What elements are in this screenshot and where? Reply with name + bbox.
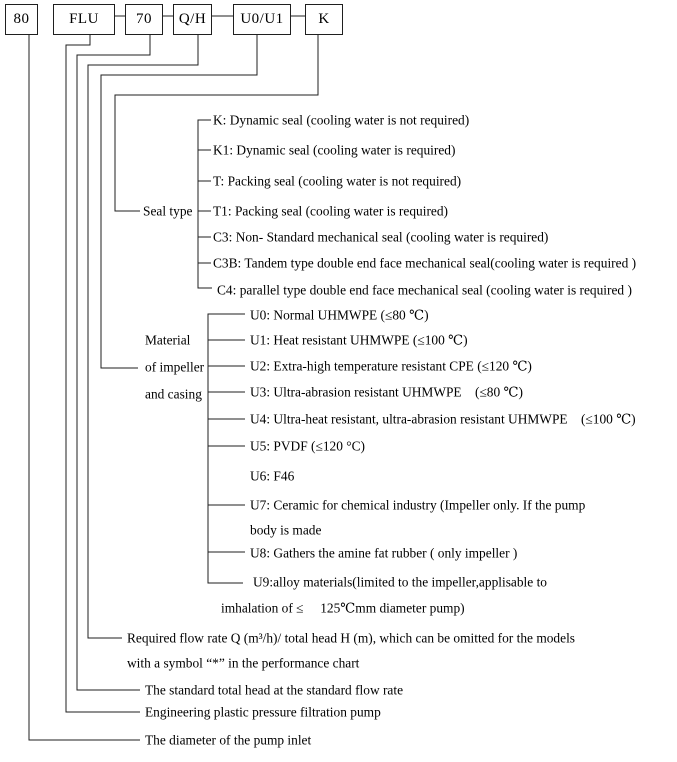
material-option-u2: U2: Extra-high temperature resistant CPE (≤120 ℃)	[250, 358, 532, 374]
model-box-label: FLU	[69, 11, 99, 27]
material-option-u3: U3: Ultra-abrasion resistant UHMWPE (≤80 ℃)	[250, 384, 523, 400]
material-option-u1: U1: Heat resistant UHMWPE (≤100 ℃)	[250, 332, 468, 348]
material-option-u4: U4: Ultra-heat resistant, ultra-abrasion resistant UHMWPE (≤100 ℃)	[250, 411, 636, 427]
model-box-flow-head	[173, 4, 212, 35]
seal-type-bracket	[198, 120, 212, 288]
material-label-line3: and casing	[145, 386, 202, 402]
seal-option-c3b: C3B: Tandem type double end face mechanical seal(cooling water is required )	[213, 255, 637, 271]
material-bracket	[208, 314, 245, 583]
flow-rate-description-line1: Required flow rate Q (m³/h)/ total head H (m), which can be omitted for the models	[127, 630, 576, 646]
seal-option-k1: K1: Dynamic seal (cooling water is required)	[213, 142, 456, 158]
material-option-u9-continuation: imhalation of ≤ 125℃mm diameter pump)	[221, 600, 465, 616]
material-option-u6: U6: F46	[250, 468, 295, 484]
material-option-u5: U5: PVDF (≤120 °C)	[250, 438, 366, 454]
model-box-label: U0/U1	[240, 11, 284, 27]
seal-option-c4: C4: parallel type double end face mechanical seal (cooling water is required )	[217, 282, 632, 298]
material-label-line1: Material	[145, 332, 191, 348]
seal-option-c3: C3: Non- Standard mechanical seal (cooling water is required)	[213, 229, 549, 245]
material-label-line2: of impeller	[145, 359, 205, 375]
model-box-pump-type	[53, 4, 115, 35]
seal-option-t1: T1: Packing seal (cooling water is required)	[213, 203, 449, 219]
material-option-u9: U9:alloy materials(limited to the impeller,applisable to	[253, 574, 547, 590]
model-box-label: 80	[13, 11, 30, 27]
pump-type-description: Engineering plastic pressure filtration pump	[145, 704, 381, 720]
model-box-total-head	[125, 4, 163, 35]
seal-type-label: Seal type	[143, 203, 193, 219]
flow-rate-description-line2: with a symbol “*” in the performance chart	[127, 655, 360, 671]
material-option-u0: U0: Normal UHMWPE (≤80 ℃)	[250, 307, 429, 323]
material-option-u7: U7: Ceramic for chemical industry (Impeller only. If the pump	[250, 497, 586, 513]
model-box-label: 70	[136, 11, 152, 27]
material-option-u8: U8: Gathers the amine fat rubber ( only impeller )	[250, 545, 518, 561]
standard-head-description: The standard total head at the standard flow rate	[145, 682, 404, 698]
inlet-diameter-description: The diameter of the pump inlet	[145, 732, 312, 748]
model-box-material	[233, 4, 291, 35]
model-box-label: Q/H	[178, 11, 207, 27]
material-option-u7-continuation: body is made	[250, 522, 322, 538]
model-box-seal-type	[305, 4, 343, 35]
model-box-inlet-diameter	[5, 4, 38, 35]
seal-option-t: T: Packing seal (cooling water is not required)	[213, 173, 462, 189]
seal-option-k: K: Dynamic seal (cooling water is not required)	[213, 112, 470, 128]
model-box-label: K	[318, 11, 330, 27]
